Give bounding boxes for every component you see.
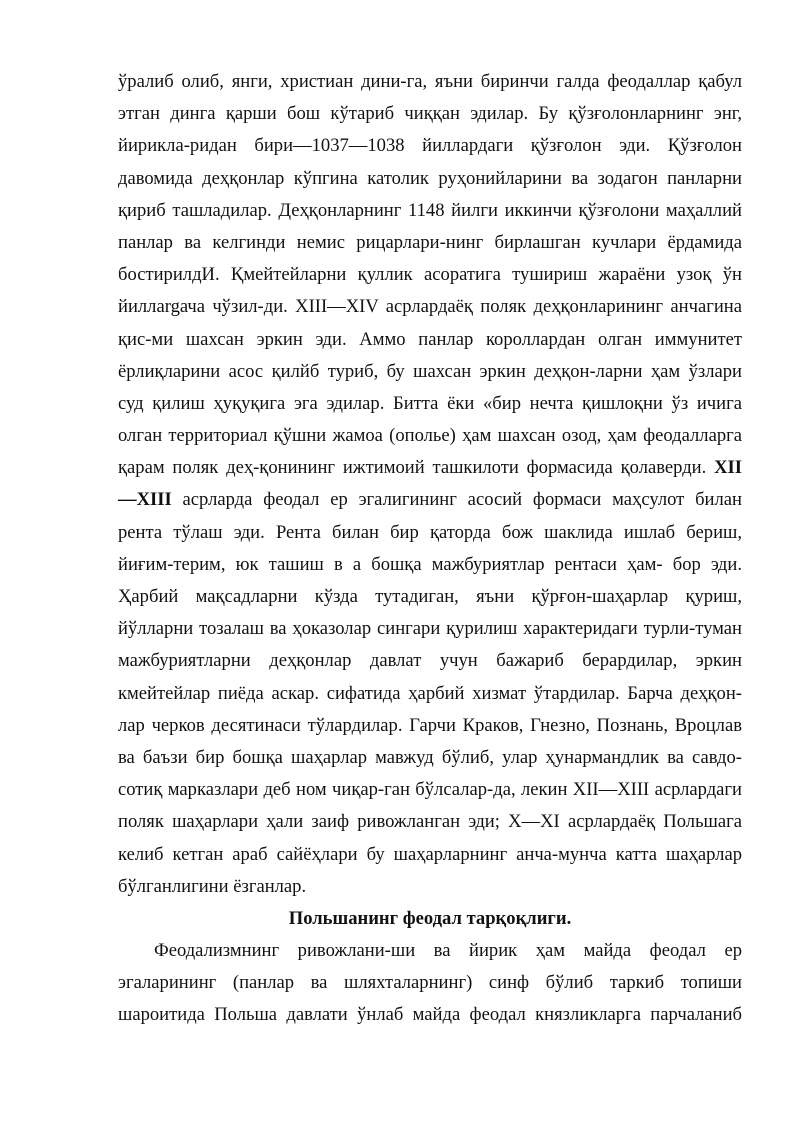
text-line: Феодализмнинг ривожлани-ши ва йирик ҳам майда феодал ер: [154, 940, 742, 962]
text-line: йиллargача чўзил-ди. XIII—XIV асрлардаёқ поляк деҳқонларининг анчагина: [118, 296, 742, 318]
text-line: панлар ва келгинди немис рицарлари-нинг бирлашган кучлари ёрдамида: [118, 231, 742, 253]
text-line: бостирилдИ. Қмейтейларни қуллик асоратига тушириш жараёни узоқ ўн: [118, 264, 742, 286]
text-line: йўлларни тозалаш ва ҳоказолар сингари қурилиш характеридаги турли-туман: [118, 618, 742, 640]
text-fragment: қарам поляк деҳ-қонининг ижтимоий ташкилоти формасида қолаверди.: [118, 457, 707, 479]
text-line: суд қилиш ҳуқуқига эга эдилар. Битта ёки «бир нечта қишлоқни ўз ичига: [118, 392, 742, 414]
text-line-with-bold: [118, 484, 742, 516]
text-line: мажбуриятларни деҳқонлар давлат учун бажариб берардилар, эркин: [118, 650, 742, 672]
text-line-with-bold: [118, 452, 742, 484]
text-line: қириб ташладилар. Деҳқонларнинг 1148 йилги иккинчи қўзғолони маҳаллий: [118, 199, 742, 221]
text-line: Ҳарбий мақсадларни кўзда тутадиган, яъни қўрғон-шаҳарлар қуриш,: [118, 586, 742, 607]
text-line: поляк шаҳарлари ҳали заиф ривожланган эди; X—XI асрлардаёқ Польшага: [118, 811, 742, 833]
text-line: ва баъзи бир бошқа шаҳарлар мавжуд бўлиб, улар ҳунармандлик ва савдо-: [118, 746, 742, 768]
text-line: олган территориал қўшни жамоа (ополье) ҳам шахсан озод, ҳам феодалларга: [118, 425, 742, 447]
text-line: ўралиб олиб, янги, христиан дини-га, яъни биринчи галда феодаллар қабул: [118, 71, 742, 92]
text-line: давомида деҳқонлар кўпгина католик руҳонийларини ва зодагон панларни: [118, 167, 742, 189]
document-page: [118, 66, 742, 1032]
text-line: йиғим-терим, юк ташиш в а бошқа мажбуриятлар рентаси ҳам- бор эди.: [118, 553, 742, 575]
text-line: ёрлиқларини асос қилйб туриб, бу шахсан эркин деҳқон-ларни ҳам ўзлари: [118, 360, 742, 382]
text-line: кмейтейлар пиёда аскар. сифатида ҳарбий хизмат ўтардилар. Барча деҳқон-: [118, 682, 742, 704]
text-line: лар черков десятинаси тўлардилар. Гарчи Краков, Гнезно, Познань, Вроцлав: [118, 714, 742, 736]
text-line: эгаларининг (панлар ва шляхталарнинг) синф бўлиб таркиб топиши: [118, 972, 742, 994]
text-line: келиб кетган араб сайёҳлари бу шаҳарларнинг анча-мунча катта шаҳарлар: [118, 843, 742, 865]
paragraph-2: [118, 935, 742, 1032]
text-line: рента тўлаш эди. Рента билан бир қаторда бож шаклида ишлаб бериш,: [118, 521, 742, 543]
text-line: шароитида Польша давлати ўнлаб майда феодал князликларга парчаланиб: [118, 1004, 742, 1026]
bold-century: XII: [714, 457, 742, 479]
text-line: қис-ми шахсан эркин эди. Аммо панлар короллардан олган иммунитет: [118, 328, 742, 350]
bold-century: —XIII: [118, 489, 172, 511]
text-line: бўлганлигини ёзганлар.: [118, 875, 307, 897]
text-fragment: асрларда феодал ер эгалигининг асосий формаси маҳсулот билан: [182, 489, 742, 511]
section-heading: Польшанинг феодал тарқоқлиги.: [288, 907, 572, 929]
paragraph-1: [118, 66, 742, 903]
text-line: йирикла-ридан бири—1037—1038 йиллардаги қўзғолон эди. Қўзғолон: [118, 135, 742, 157]
text-line: этган динга қарши бош кўтариб чиққан эдилар. Бу қўзғолонларнинг энг,: [118, 103, 742, 125]
text-line: сотиқ марказлари деб ном чиқар-ган бўлсалар-да, лекин XII—XIII асрлардаги: [118, 779, 742, 801]
